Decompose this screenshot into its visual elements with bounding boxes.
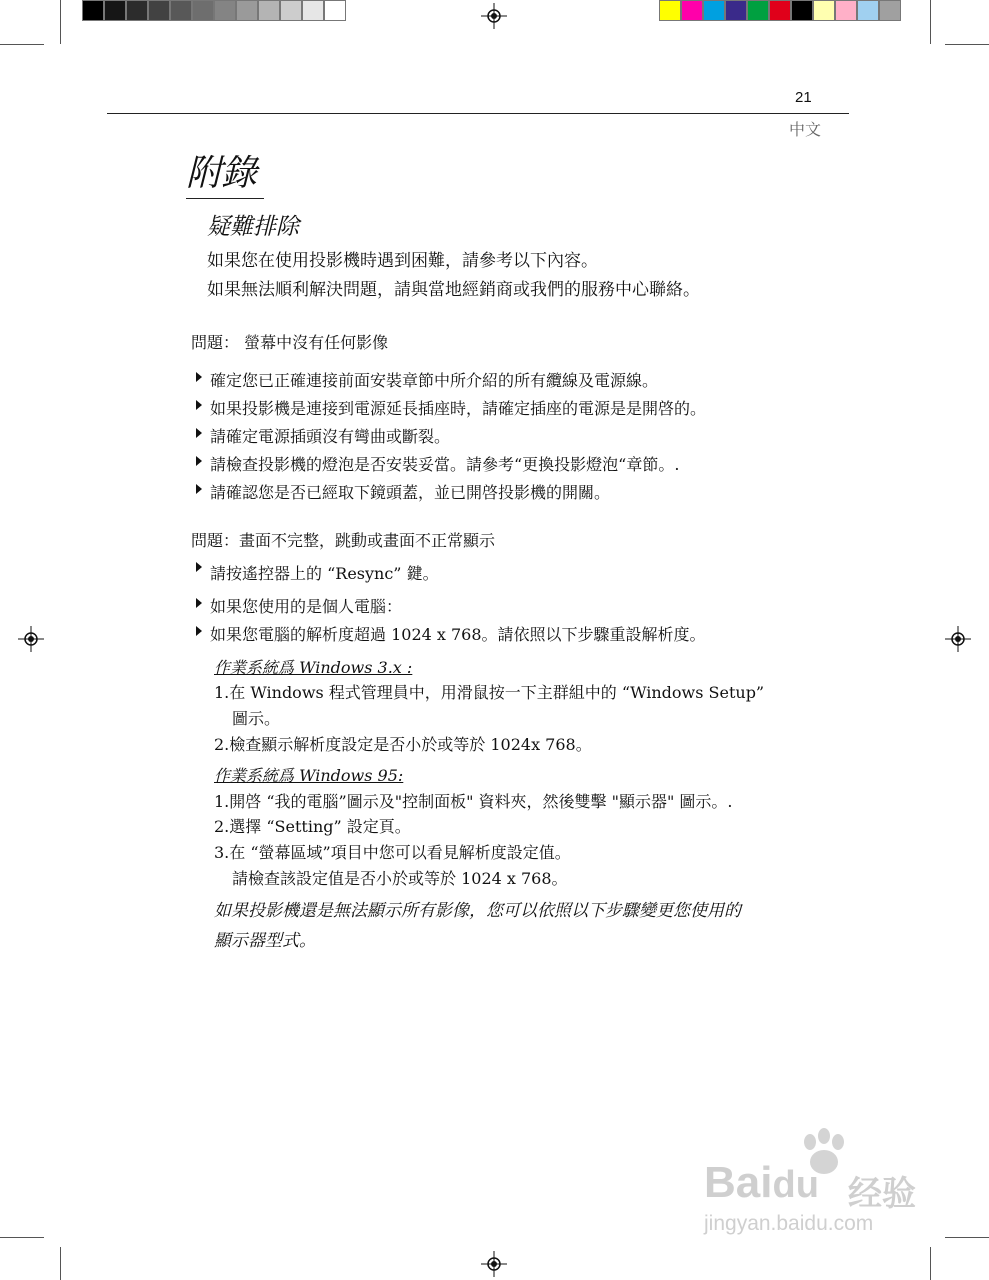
color-swatch — [82, 0, 104, 21]
bullet-arrow-icon — [196, 456, 202, 466]
color-swatch — [813, 0, 835, 21]
crop-mark — [930, 0, 931, 44]
list-item: 請檢查投影機的燈泡是否安裝妥當。請參考“更換投影燈泡“章節。. — [196, 452, 679, 475]
crop-mark — [945, 1237, 989, 1238]
crop-mark — [0, 1237, 44, 1238]
page-title: 附錄 — [186, 145, 264, 199]
registration-mark-icon — [18, 626, 44, 652]
problem-label: 問題：畫面不完整，跳動或畫面不正常顯示 — [191, 531, 496, 550]
page-number: 21 — [795, 89, 812, 106]
registration-mark-icon — [945, 626, 971, 652]
step-line: 2.檢查顯示解析度設定是否小於或等於 1024x 768。 — [214, 735, 592, 754]
intro-line: 如果無法順利解決問題，請與當地經銷商或我們的服務中心聯絡。 — [207, 280, 700, 300]
registration-mark-icon — [481, 1251, 507, 1277]
note-line: 顯示器型式。 — [214, 931, 316, 951]
registration-mark-icon — [481, 3, 507, 29]
step-line: 2.選擇 “Setting” 設定頁。 — [214, 817, 411, 836]
intro-line: 如果您在使用投影機時遇到困難，請參考以下內容。 — [207, 251, 598, 271]
header-rule — [107, 113, 849, 114]
bullet-arrow-icon — [196, 400, 202, 410]
crop-mark — [930, 1247, 931, 1280]
crop-mark — [60, 0, 61, 44]
crop-mark — [60, 1247, 61, 1280]
baidu-jingyan-watermark — [700, 1128, 940, 1248]
step-line: 圖示。 — [232, 709, 281, 728]
color-swatch — [324, 0, 346, 21]
color-calibration-bar — [659, 0, 901, 21]
color-swatch — [681, 0, 703, 21]
list-item: 如果投影機是連接到電源延長插座時，請確定插座的電源是是開啓的。 — [196, 396, 706, 419]
color-swatch — [280, 0, 302, 21]
color-swatch — [769, 0, 791, 21]
watermark-cn: 经验 — [848, 1174, 916, 1214]
bullet-arrow-icon — [196, 484, 202, 494]
color-swatch — [302, 0, 324, 21]
color-swatch — [703, 0, 725, 21]
step-line: 請檢查該設定值是否小於或等於 1024 x 768。 — [232, 869, 568, 888]
color-swatch — [126, 0, 148, 21]
color-swatch — [258, 0, 280, 21]
list-item: 如果您使用的是個人電腦： — [196, 594, 402, 617]
list-item: 請確認您是否已經取下鏡頭蓋，並已開啓投影機的開關。 — [196, 480, 610, 503]
color-swatch — [148, 0, 170, 21]
color-swatch — [659, 0, 681, 21]
color-swatch — [236, 0, 258, 21]
crop-mark — [0, 44, 44, 45]
os-heading: 作業系統爲 Windows 3.x : — [214, 658, 413, 677]
list-item: 請確定電源插頭沒有彎曲或斷裂。 — [196, 424, 450, 447]
list-item: 如果您電腦的解析度超過 1024 x 768。請依照以下步驟重設解析度。 — [196, 622, 706, 645]
section-heading: 疑難排除 — [207, 214, 299, 240]
bullet-arrow-icon — [196, 626, 202, 636]
color-swatch — [192, 0, 214, 21]
step-line: 1.開啓 “我的電腦”圖示及"控制面板" 資料夾，然後雙擊 "顯示器" 圖示。. — [214, 792, 733, 811]
watermark-brand: Baidu — [704, 1158, 819, 1207]
list-item: 請按遙控器上的 “Resync” 鍵。 — [196, 558, 439, 584]
color-swatch — [791, 0, 813, 21]
bullet-arrow-icon — [196, 428, 202, 438]
color-swatch — [879, 0, 901, 21]
bullet-arrow-icon — [196, 372, 202, 382]
note-line: 如果投影機還是無法顯示所有影像，您可以依照以下步驟變更您使用的 — [214, 901, 741, 921]
crop-mark — [945, 44, 989, 45]
problem-label: 問題： 螢幕中沒有任何影像 — [191, 333, 389, 352]
language-label: 中文 — [789, 120, 822, 139]
os-heading: 作業系統爲 Windows 95: — [214, 766, 404, 785]
color-swatch — [835, 0, 857, 21]
color-swatch — [170, 0, 192, 21]
color-swatch — [747, 0, 769, 21]
list-item: 確定您已正確連接前面安裝章節中所介紹的所有纜線及電源線。 — [196, 368, 658, 391]
watermark-url: jingyan.baidu.com — [704, 1212, 874, 1235]
color-swatch — [104, 0, 126, 21]
bullet-arrow-icon — [196, 598, 202, 608]
step-line: 1.在 Windows 程式管理員中，用滑鼠按一下主群組中的 “Windows Setup” — [214, 683, 765, 702]
grayscale-calibration-bar — [82, 0, 346, 21]
color-swatch — [857, 0, 879, 21]
color-swatch — [214, 0, 236, 21]
step-line: 3.在 “螢幕區域”項目中您可以看見解析度設定值。 — [214, 843, 571, 862]
color-swatch — [725, 0, 747, 21]
bullet-arrow-icon — [196, 562, 202, 572]
